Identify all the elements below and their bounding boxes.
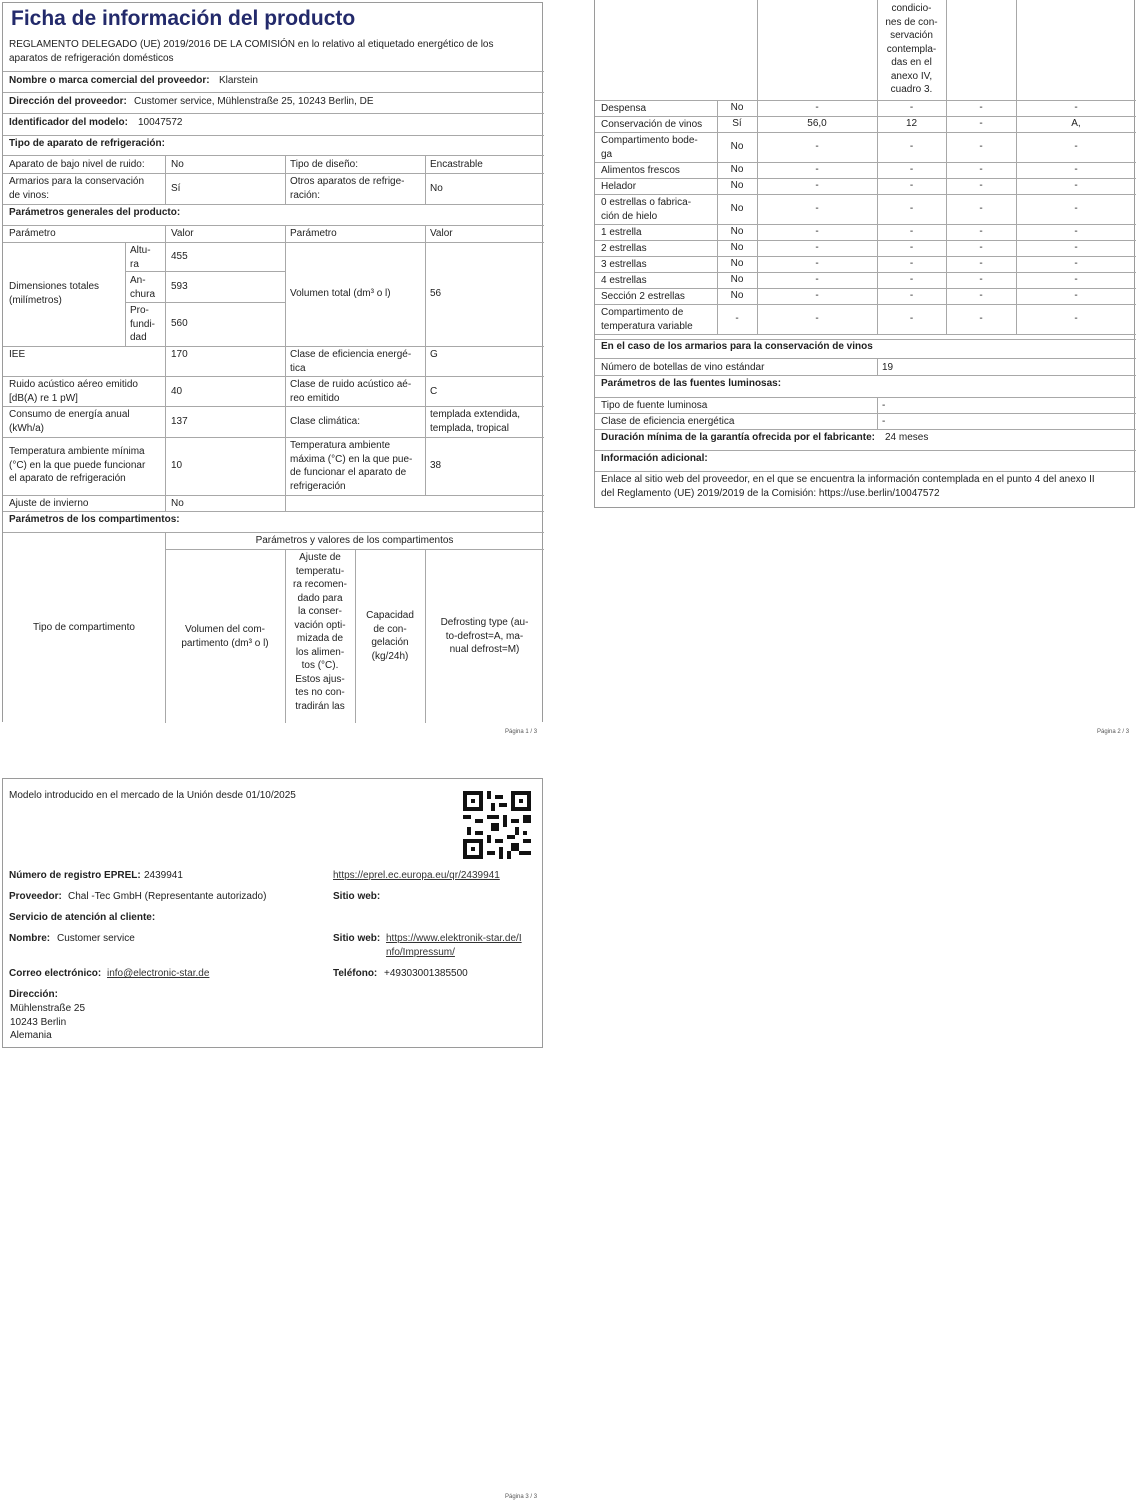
compartment-values-heading: Parámetros y valores de los compartimentos xyxy=(255,535,454,546)
low-noise-value: No xyxy=(171,159,184,170)
max-temp-value: 38 xyxy=(430,460,442,471)
winter-label: Ajuste de invierno xyxy=(9,498,89,509)
compartment-volume-label: Volumen del com- partimento (dm³ o l) xyxy=(181,624,269,649)
compartment-row-volume: - xyxy=(815,164,819,176)
climate-class-label: Clase climática: xyxy=(290,416,361,427)
light-class-label: Clase de eficiencia energética xyxy=(601,416,735,427)
market-date: Modelo introducido en el mercado de la Unión desde 01/10/2025 xyxy=(9,790,296,801)
compartment-row-defrost: - xyxy=(1074,141,1078,153)
supplier-label: Proveedor: xyxy=(9,891,62,902)
low-noise-label: Aparato de bajo nivel de ruido: xyxy=(9,159,145,170)
compartment-row-defrost: - xyxy=(1074,274,1078,286)
defrost-label: Defrosting type (au- to-defrost=A, ma- nual defrost=M) xyxy=(440,617,529,655)
compartment-row-freeze: - xyxy=(979,242,983,254)
name-value: Customer service xyxy=(57,933,135,944)
compartment-row-present: No xyxy=(730,102,744,114)
dimensions-label: Dimensiones totales (milímetros) xyxy=(9,281,100,306)
depth-value: 560 xyxy=(171,318,188,329)
freezing-capacity-label: Capacidad de con- gelación (kg/24h) xyxy=(366,610,414,662)
supplier-address-label: Dirección del proveedor: xyxy=(9,96,127,107)
design-type-value: Encastrable xyxy=(430,159,483,170)
other-appliances-value: No xyxy=(430,183,443,194)
compartment-row-freeze: - xyxy=(979,313,983,325)
compartment-row-volume: - xyxy=(815,242,819,254)
max-temp-label: Temperatura ambiente máxima (°C) en la que pue- de funcionar el aparato de refrigeración xyxy=(290,440,413,492)
energy-class-value: G xyxy=(430,349,438,360)
compartment-row-present: No xyxy=(730,164,744,176)
compartment-row-temp: - xyxy=(909,274,914,286)
compartment-row-temp: - xyxy=(909,141,914,153)
warranty-value: 24 meses xyxy=(885,432,929,443)
eei-value: 170 xyxy=(171,349,188,360)
warranty-label: Duración mínima de la garantía ofrecida por el fabricante: xyxy=(601,432,875,443)
compartment-row-defrost: - xyxy=(1074,258,1078,270)
compartment-row-present: No xyxy=(730,180,744,192)
eprel-value: 2439941 xyxy=(144,870,183,881)
compartment-row-name: 0 estrellas o fabrica- ción de hielo xyxy=(601,197,692,222)
page-1 xyxy=(2,2,543,722)
compartment-row-present: No xyxy=(730,242,744,254)
compartment-row-volume: - xyxy=(815,226,819,238)
energy-class-label: Clase de eficiencia energé- tica xyxy=(290,349,412,374)
email-link[interactable]: info@electronic-star.de xyxy=(107,968,210,979)
address-value: Mühlenstraße 25 10243 Berlin Alemania xyxy=(10,1003,86,1041)
compartment-row-freeze: - xyxy=(979,118,983,130)
compartment-row-name: Sección 2 estrellas xyxy=(601,291,685,302)
compartment-row-freeze: - xyxy=(979,141,983,153)
light-heading: Parámetros de las fuentes luminosas: xyxy=(601,378,782,389)
phone-value: +49303001385500 xyxy=(384,968,468,979)
compartment-row-temp: - xyxy=(909,258,914,270)
service-website-label: Sitio web: xyxy=(333,933,381,944)
page-2 xyxy=(594,0,1135,508)
eei-label: IEE xyxy=(9,349,26,360)
service-website-link[interactable]: https://www.elektronik-star.de/I nfo/Impressum/ xyxy=(386,933,522,958)
col-value-2: Valor xyxy=(430,228,453,239)
compartment-row-temp: 12 xyxy=(905,118,918,130)
wine-storage-label: Armarios para la conservación de vinos: xyxy=(9,176,145,201)
compartment-row-defrost: - xyxy=(1074,226,1078,238)
noise-class-value: C xyxy=(430,386,438,397)
bottles-label: Número de botellas de vino estándar xyxy=(601,362,765,373)
supplier-name-label: Nombre o marca comercial del proveedor: xyxy=(9,75,210,86)
eprel-label: Número de registro EPREL: xyxy=(9,870,141,881)
compartment-row-freeze: - xyxy=(979,274,983,286)
light-type-label: Tipo de fuente luminosa xyxy=(601,400,708,411)
supplier-name-value: Klarstein xyxy=(219,75,258,86)
compartment-row-name: 1 estrella xyxy=(601,227,642,238)
additional-heading: Información adicional: xyxy=(601,453,708,464)
compartment-row-name: Compartimento bode- ga xyxy=(601,135,698,160)
compartment-row-name: 4 estrellas xyxy=(601,275,647,286)
bottles-value: 19 xyxy=(882,362,894,373)
supplier-value: Chal -Tec GmbH (Representante autorizado) xyxy=(68,891,267,902)
winter-value: No xyxy=(171,498,184,509)
compartment-row-freeze: - xyxy=(979,102,983,114)
design-type-label: Tipo de diseño: xyxy=(290,159,359,170)
page-title: Ficha de información del producto xyxy=(11,7,356,30)
width-label: An- chura xyxy=(130,275,156,300)
compartment-row-present: No xyxy=(730,141,744,153)
col-value-1: Valor xyxy=(171,228,194,239)
compartment-params-heading: Parámetros de los compartimentos: xyxy=(9,514,180,525)
min-temp-value: 10 xyxy=(171,460,183,471)
compartment-row-freeze: - xyxy=(979,203,983,215)
compartment-row-name: 2 estrellas xyxy=(601,243,647,254)
compartment-row-defrost: A, xyxy=(1071,118,1081,130)
eprel-link[interactable]: https://eprel.ec.europa.eu/qr/2439941 xyxy=(333,870,500,881)
compartment-row-present: No xyxy=(730,203,744,215)
compartment-type-label: Tipo de compartimento xyxy=(33,622,135,633)
regulation-text: REGLAMENTO DELEGADO (UE) 2019/2016 DE LA COMISIÓN en lo relativo al etiquetado energético de los aparatos de refrigeración domésticos xyxy=(9,39,494,64)
compartment-row-name: Alimentos frescos xyxy=(601,165,680,176)
compartment-row-defrost: - xyxy=(1074,164,1078,176)
compartment-row-present: No xyxy=(730,226,744,238)
total-volume-label: Volumen total (dm³ o l) xyxy=(290,288,391,299)
wine-storage-value: Sí xyxy=(171,183,181,194)
compartment-row-present: No xyxy=(730,258,744,270)
depth-label: Pro- fundi- dad xyxy=(130,305,156,343)
name-label: Nombre: xyxy=(9,933,51,944)
page-number-3: Página 3 / 3 xyxy=(505,1494,538,1500)
supplier-address-value: Customer service, Mühlenstraße 25, 10243 Berlin, DE xyxy=(134,96,374,107)
compartment-row-freeze: - xyxy=(979,258,983,270)
supplier-link-text: Enlace al sitio web del proveedor, en el que se encuentra la información contemplada en el punto 4 del anexo II del Reglamento (UE) 2019/2019 de la Comisión: https://use.berlin/10047572 xyxy=(601,474,1095,499)
compartment-row-defrost: - xyxy=(1074,180,1078,192)
compartment-row-defrost: - xyxy=(1074,242,1078,254)
compartment-row-temp: - xyxy=(909,242,914,254)
compartment-row-name: Conservación de vinos xyxy=(601,119,703,130)
compartment-row-temp: - xyxy=(909,102,914,114)
compartment-row-volume: - xyxy=(815,102,819,114)
compartment-row-volume: - xyxy=(815,180,819,192)
height-value: 455 xyxy=(171,251,188,262)
compartment-row-defrost: - xyxy=(1074,203,1078,215)
compartment-row-defrost: - xyxy=(1074,313,1078,325)
compartment-row-volume: 56,0 xyxy=(807,118,827,130)
compartment-row-freeze: - xyxy=(979,164,983,176)
page-number-2: Página 2 / 3 xyxy=(1097,729,1130,735)
model-id-value: 10047572 xyxy=(138,117,183,128)
compartment-row-volume: - xyxy=(815,141,819,153)
compartment-row-temp: - xyxy=(909,180,914,192)
model-id-label: Identificador del modelo: xyxy=(9,117,128,128)
compartment-row-temp: - xyxy=(909,290,914,302)
col-param-1: Parámetro xyxy=(9,228,56,239)
annual-energy-value: 137 xyxy=(171,416,188,427)
compartment-row-freeze: - xyxy=(979,290,983,302)
compartment-row-volume: - xyxy=(815,274,819,286)
website-label: Sitio web: xyxy=(333,891,381,902)
compartment-row-name: Compartimento de temperatura variable xyxy=(601,307,693,332)
temp-setting-label: Ajuste de temperatu- ra recomen- dado para la conser- vación opti- mizada de los alimen- tos (°C). Estos ajus- tes no con- tradirán las xyxy=(293,552,347,712)
general-params-heading: Parámetros generales del producto: xyxy=(9,207,181,218)
compartment-row-temp: - xyxy=(909,203,914,215)
total-volume-value: 56 xyxy=(430,288,442,299)
compartment-row-present: No xyxy=(730,274,744,286)
page-number-1: Página 1 / 3 xyxy=(505,729,538,735)
service-heading: Servicio de atención al cliente: xyxy=(9,912,156,923)
compartment-row-temp: - xyxy=(909,164,914,176)
compartment-row-defrost: - xyxy=(1074,102,1078,114)
height-label: Altu- ra xyxy=(130,245,151,270)
light-type-value: - xyxy=(882,400,886,411)
compartment-row-present: - xyxy=(735,313,739,325)
compartment-row-freeze: - xyxy=(979,180,983,192)
compartment-row-present: Sí xyxy=(732,118,742,130)
compartment-row-volume: - xyxy=(815,290,819,302)
climate-class-value: templada extendida, templada, tropical xyxy=(430,409,521,434)
annual-energy-label: Consumo de energía anual (kWh/a) xyxy=(9,409,130,434)
page-3 xyxy=(2,778,543,1048)
compartment-row-freeze: - xyxy=(979,226,983,238)
width-value: 593 xyxy=(171,281,188,292)
compartment-row-name: 3 estrellas xyxy=(601,259,647,270)
compartment-row-present: No xyxy=(730,290,744,302)
address-label: Dirección: xyxy=(9,989,58,1000)
compartment-row-temp: - xyxy=(909,226,914,238)
compartment-row-volume: - xyxy=(815,258,819,270)
compartment-row-name: Helador xyxy=(601,181,637,192)
noise-class-label: Clase de ruido acústico aé- reo emitido xyxy=(290,379,412,404)
compartment-row-temp: - xyxy=(909,313,914,325)
min-temp-label: Temperatura ambiente mínima (°C) en la que puede funcionar el aparato de refrigeración xyxy=(9,446,146,484)
noise-value: 40 xyxy=(171,386,183,397)
continued-header: condicio- nes de con- servación contempla- das en el anexo IV, cuadro 3. xyxy=(885,3,938,95)
appliance-type-heading: Tipo de aparato de refrigeración: xyxy=(9,138,165,149)
email-label: Correo electrónico: xyxy=(9,968,102,979)
phone-label: Teléfono: xyxy=(333,968,378,979)
light-class-value: - xyxy=(882,416,886,427)
noise-label: Ruido acústico aéreo emitido [dB(A) re 1 pW] xyxy=(9,379,138,404)
other-appliances-label: Otros aparatos de refrige- ración: xyxy=(290,176,405,201)
col-param-2: Parámetro xyxy=(290,228,337,239)
qr-code-icon[interactable] xyxy=(463,791,531,859)
compartment-row-volume: - xyxy=(815,313,819,325)
compartment-row-defrost: - xyxy=(1074,290,1078,302)
compartment-row-name: Despensa xyxy=(601,103,647,114)
wine-heading: En el caso de los armarios para la conservación de vinos xyxy=(601,341,873,352)
compartment-row-volume: - xyxy=(815,203,819,215)
